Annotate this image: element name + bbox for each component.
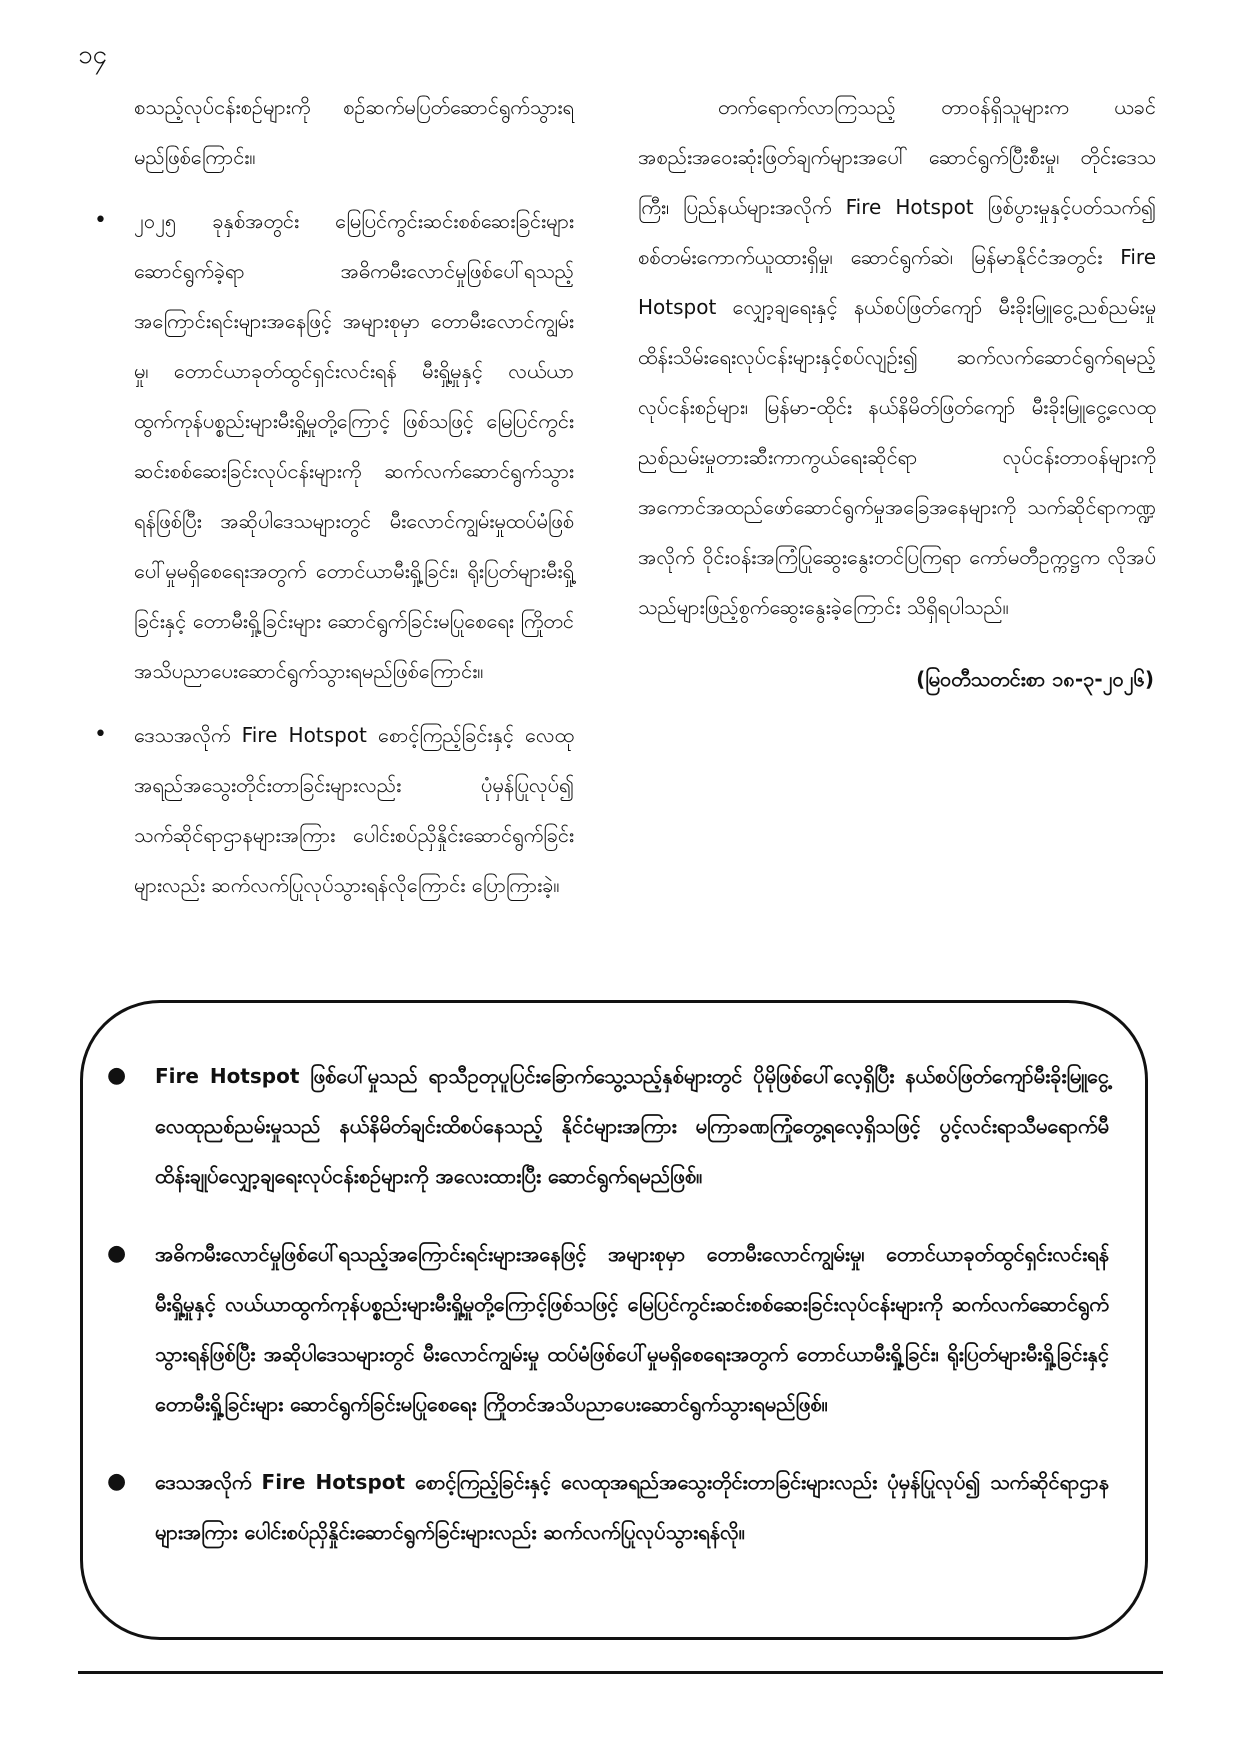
bullet-item-hotspot-monitoring: • ဒေသအလိုက် Fire Hotspot စောင့်ကြည့်ခြင်းနှင့် လေထုအရည်အသွေးတိုင်းတာခြင်းများလည်း ပုံမှန်ပြုလုပ်၍ သက်ဆိုင်ရာဌာနများအကြား ပေါင်းစပ်ညှိနှိုင်းဆောင်ရွက်ခြင်းများလည်း ဆက်လက်ပြုလုပ်သွားရန်လိုကြောင်း ပြောကြားခဲ့။ bbox=[94, 710, 574, 910]
summary-item-fire-causes: ● အဓိကမီးလောင်မှုဖြစ်ပေါ်ရသည့်အကြောင်းရင်းများအနေဖြင့် အများစုမှာ တောမီးလောင်ကျွမ်းမှု၊ တောင်ယာခုတ်ထွင်ရှင်းလင်းရန် မီးရှို့မှုနှင့် လယ်ယာထွက်ကုန်ပစ္စည်းများမီးရှို့မှုတို့ကြောင့်ဖြစ်သဖြင့် မြေပြင်ကွင်းဆင်းစစ်ဆေးခြင်းလုပ်ငန်းများကို ဆက်လက်ဆောင်ရွက်သွားရန်ဖြစ်ပြီး အဆိုပါဒေသများတွင် မီးလောင်ကျွမ်းမှု ထပ်မံဖြစ်ပေါ်မှုမရှိစေရေးအတွက် တောင်ယာမီးရှို့ခြင်း၊ ရိုးပြတ်များမီးရှို့ခြင်းနှင့် တောမီးရှို့ခြင်းများ ဆောင်ရွက်ခြင်းမပြုစေရေး ကြိုတင်အသိပညာပေးဆောင်ရွက်သွားရမည်ဖြစ်။ bbox=[155, 1229, 1109, 1429]
right-column bbox=[638, 82, 1156, 704]
summary-box bbox=[80, 1000, 1148, 1640]
footer-rule bbox=[78, 1671, 1163, 1674]
continued-bullet-text: စသည့်လုပ်ငန်းစဉ်များကို စဉ်ဆက်မပြတ်ဆောင်ရွက်သွားရမည်ဖြစ်ကြောင်း။ bbox=[134, 95, 574, 169]
news-source-citation: (မြဝတီသတင်းစာ ၁၈-၃-၂၀၂၆) bbox=[916, 667, 1154, 691]
summary-item-monitoring: ● ဒေသအလိုက် Fire Hotspot စောင့်ကြည့်ခြင်းနှင့် လေထုအရည်အသွေးတိုင်းတာခြင်းများလည်း ပုံမှန်ပြုလုပ်၍ သက်ဆိုင်ရာဌာနများအကြား ပေါင်းစပ်ညှိနှိုင်းဆောင်ရွက်ခြင်းများလည်း ဆက်လက်ပြုလုပ်သွားရန်လို။ bbox=[155, 1457, 1109, 1557]
left-column bbox=[94, 82, 574, 924]
summary-item-hotspot-seasonal: ● Fire Hotspot ဖြစ်ပေါ်မှုသည် ရာသီဥတုပူပြင်းခြောက်သွေ့သည့်နှစ်များတွင် ပိုမိုဖြစ်ပေါ်လေ့ရှိပြီး နယ်စပ်ဖြတ်ကျော်မီးခိုးမြူငွေ့လေထုညစ်ညမ်းမှုသည် နယ်နိမိတ်ချင်းထိစပ်နေသည့် နိုင်ငံများအကြား မကြာခဏကြုံတွေ့ရလေ့ရှိသဖြင့် ပွင့်လင်းရာသီမရောက်မီ ထိန်းချုပ်လျှော့ချရေးလုပ်ငန်းစဉ်များကို အလေးထားပြီး ဆောင်ရွက်ရမည်ဖြစ်။ bbox=[155, 1051, 1109, 1201]
meeting-discussion-paragraph: တက်ရောက်လာကြသည့် တာဝန်ရှိသူများက ယခင်အစည်းအဝေးဆုံးဖြတ်ချက်များအပေါ် ဆောင်ရွက်ပြီးစီးမှု၊ တိုင်းဒေသကြီး၊ ပြည်နယ်များအလိုက် Fire Hotspot ဖြစ်ပွားမှုနှင့်ပတ်သက်၍ စစ်တမ်းကောက်ယူထားရှိမှု၊ ဆောင်ရွက်ဆဲ၊ မြန်မာနိုင်ငံအတွင်း Fire Hotspot လျှော့ချရေးနှင့် နယ်စပ်ဖြတ်ကျော် မီးခိုးမြူငွေ့ညစ်ညမ်းမှုထိန်းသိမ်းရေးလုပ်ငန်းများနှင့်စပ်လျဉ်း၍ ဆက်လက်ဆောင်ရွက်ရမည့်လုပ်ငန်းစဉ်များ၊ မြန်မာ-ထိုင်း နယ်နိမိတ်ဖြတ်ကျော် မီးခိုးမြူငွေ့လေထုညစ်ညမ်းမှုတားဆီးကာကွယ်ရေးဆိုင်ရာ လုပ်ငန်းတာဝန်များကို အကောင်အထည်ဖော်ဆောင်ရွက်မှုအခြေအနေများကို သက်ဆိုင်ရာကဏ္ဍအလိုက် ဝိုင်းဝန်းအကြံပြုဆွေးနွေးတင်ပြကြရာ ကော်မတီဥက္ကဋ္ဌက လိုအပ်သည်များဖြည့်စွက်ဆွေးနွေးခဲ့ကြောင်း သိရှိရပါသည်။ bbox=[638, 95, 1156, 619]
bullet-item-field-inspection: • ၂၀၂၅ ခုနှစ်အတွင်း မြေပြင်ကွင်းဆင်းစစ်ဆေးခြင်းများဆောင်ရွက်ခဲ့ရာ အဓိကမီးလောင်မှုဖြစ်ပေါ်ရသည့်အကြောင်းရင်းများအနေဖြင့် အများစုမှာ တောမီးလောင်ကျွမ်းမှု၊ တောင်ယာခုတ်ထွင်ရှင်းလင်းရန် မီးရှို့မှုနှင့် လယ်ယာထွက်ကုန်ပစ္စည်းများမီးရှို့မှုတို့ကြောင့် ဖြစ်သဖြင့် မြေပြင်ကွင်းဆင်းစစ်ဆေးခြင်းလုပ်ငန်းများကို ဆက်လက်ဆောင်ရွက်သွားရန်ဖြစ်ပြီး အဆိုပါဒေသများတွင် မီးလောင်ကျွမ်းမှုထပ်မံဖြစ်ပေါ်မှုမရှိစေရေးအတွက် တောင်ယာမီးရှို့ခြင်း၊ ရိုးပြတ်များမီးရှို့ခြင်းနှင့် တောမီးရှို့ခြင်းများ ဆောင်ရွက်ခြင်းမပြုစေရေး ကြိုတင်အသိပညာပေးဆောင်ရွက်သွားရမည်ဖြစ်ကြောင်း။ bbox=[94, 196, 574, 696]
page-number: ၁၄ bbox=[78, 40, 108, 70]
